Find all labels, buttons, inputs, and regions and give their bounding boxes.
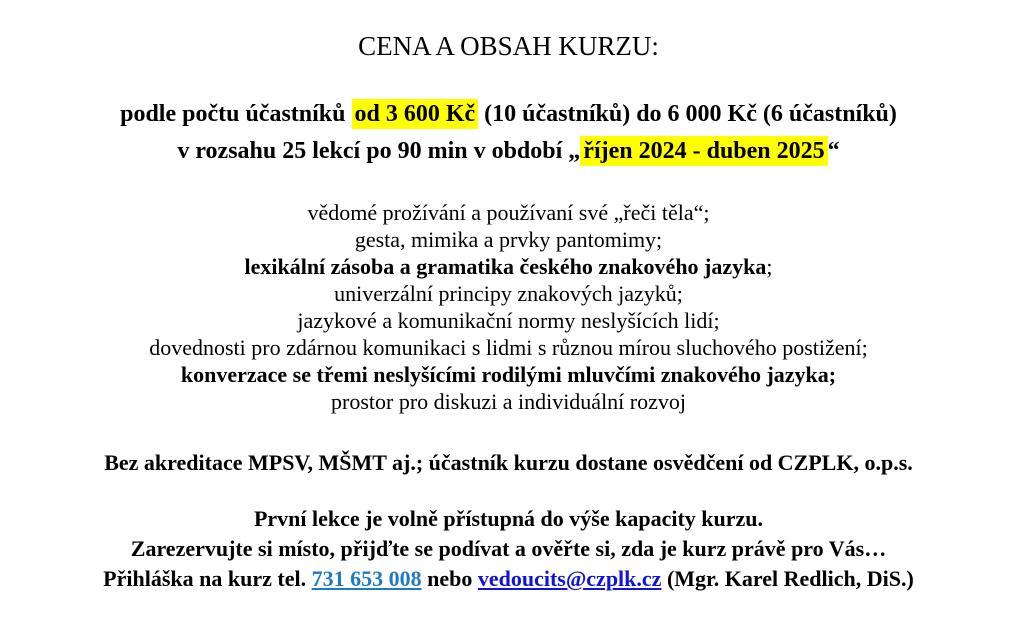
price-line1-pre: podle počtu účastníků <box>120 101 352 127</box>
accreditation-note: Bez akreditace MPSV, MŠMT aj.; účastník kurzu dostane osvědčení od CZPLK, o.p.s. <box>104 450 913 475</box>
content-item: vědomé prožívání a používaní své „řeči těla“; <box>307 200 710 225</box>
phone-link[interactable]: 731 653 008 <box>311 566 422 591</box>
content-item: jazykové a komunikační normy neslyšících lidí; <box>297 308 720 333</box>
contact-post: (Mgr. Karel Redlich, DiS.) <box>661 566 914 591</box>
content-item: konverzace se třemi neslyšícími rodilými mluvčími znakového jazyka; <box>180 362 837 387</box>
period-highlight: říjen 2024 - duben 2025 <box>580 136 827 166</box>
contact-mid: nebo <box>421 566 478 591</box>
content-item: dovednosti pro zdárnou komunikaci s lidmi s různou mírou sluchového postižení; <box>149 335 868 360</box>
content-item: prostor pro diskuzi a individuální rozvoj <box>331 389 686 414</box>
email-link[interactable]: vedoucits@czplk.cz <box>477 566 662 591</box>
free-first-lesson-line: První lekce je volně přístupná do výše kapacity kurzu. <box>253 506 764 531</box>
content-item <box>0 253 1017 280</box>
content-item-bold-text: lexikální zásoba a gramatika českého znakového jazyka <box>244 254 767 279</box>
content-item: gesta, mimika a prvky pantomimy; <box>354 227 663 252</box>
course-content-list <box>0 199 1017 415</box>
page-title: CENA A OBSAH KURZU: <box>358 31 659 61</box>
price-line1-post: (10 účastníků) do 6 000 Kč (6 účastníků) <box>478 101 897 127</box>
contact-line <box>0 564 1017 594</box>
price-line-1 <box>0 96 1017 133</box>
content-item: univerzální principy znakových jazyků; <box>334 281 683 306</box>
price-line2-post: “ <box>827 138 840 164</box>
price-line-2 <box>0 133 1017 170</box>
price-line2-pre: v rozsahu 25 lekcí po 90 min v období „ <box>177 138 581 164</box>
content-item-tail: ; <box>766 254 773 279</box>
contact-pre: Přihláška na kurz tel. <box>103 566 312 591</box>
price-summary <box>0 96 1017 170</box>
reserve-line: Zarezervujte si místo, přijďte se podívat a ověřte si, zda je kurz právě pro Vás… <box>130 536 887 561</box>
cta-block <box>0 504 1017 594</box>
price-highlight: od 3 600 Kč <box>352 99 479 129</box>
